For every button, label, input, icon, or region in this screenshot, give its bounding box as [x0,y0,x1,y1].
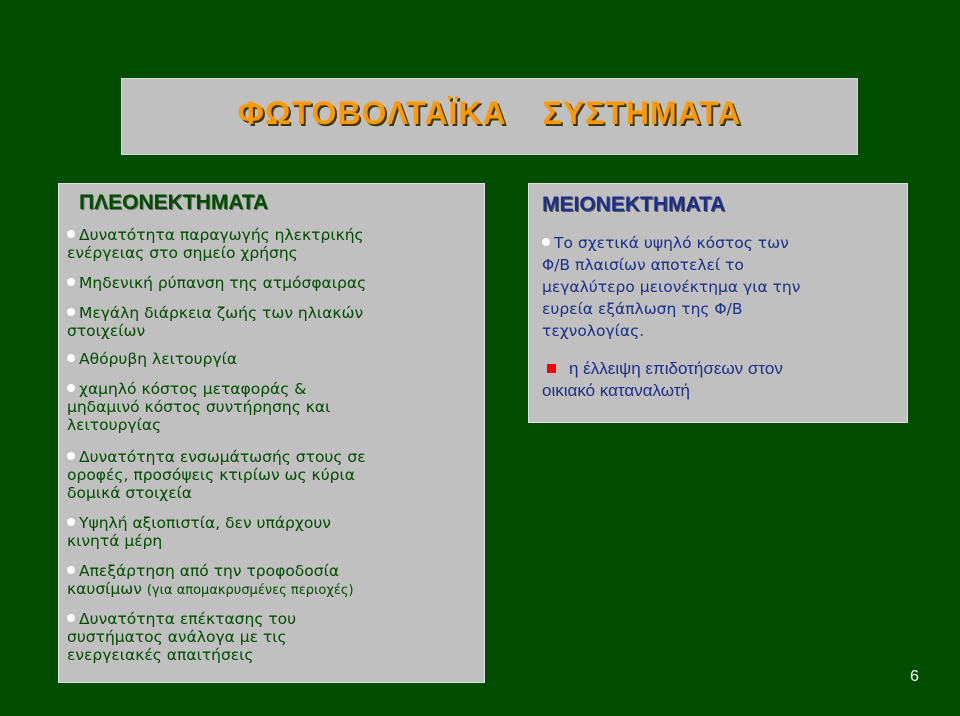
disadvantages-list [542,232,902,400]
advantage-line: καυσίμων [67,580,142,598]
advantage-line: στοιχείων [67,322,146,340]
advantage-line: Υψηλή αξιοπιστία, δεν υπάρχουν [79,514,331,532]
advantage-line: κινητά μέρη [67,532,163,550]
list-item [67,514,477,550]
advantage-line: δομικά στοιχεία [67,484,193,502]
advantage-line: λειτουργίας [67,416,162,434]
bullet-icon [67,452,75,460]
disadvantage-line: τεχνολογίας. [542,322,645,340]
bullet-icon [67,278,75,286]
advantage-line: συστήματος ανάλογα με τις [67,628,287,646]
advantage-line: μηδαμινό κόστος συντήρησης και [67,398,331,416]
bullet-icon [67,308,75,316]
bullet-icon [542,238,550,246]
list-item [67,274,477,292]
advantage-line: ενέργειας στο σημείο χρήσης [67,244,298,262]
title-box [121,78,858,155]
list-item [67,350,477,368]
advantage-line: Μεγάλη διάρκεια ζωής των ηλιακών [79,304,364,322]
page-number: 6 [910,668,919,685]
disadvantage-line: οικιακό καταναλωτή [542,381,691,400]
disadvantage-line: ευρεία εξάπλωση της Φ/Β [542,300,743,318]
list-item [67,380,477,434]
advantages-panel [58,183,485,683]
advantages-heading: ΠΛΕΟΝΕΚΤΗΜΑΤΑ [79,191,269,214]
list-item [67,610,477,664]
disadvantage-line: μεγαλύτερο μειονέκτημα για την [542,278,801,296]
bullet-icon [67,384,75,392]
bullet-icon [67,566,75,574]
advantage-line: Δυνατότητα επέκτασης του [79,610,297,628]
list-item [542,232,902,342]
advantage-line: ενεργειακές απαιτήσεις [67,646,254,664]
advantage-line: χαμηλό κόστος μεταφοράς & [79,380,307,398]
disadvantage-line: Το σχετικά υψηλό κόστος των [554,234,789,252]
advantage-line: Δυνατότητα ενσωμάτωσής στους σε [79,448,366,466]
advantage-note: (για απομακρυσμένες περιοχές) [146,583,354,598]
advantage-line: οροφές, προσόψεις κτιρίων ως κύρια [67,466,355,484]
disadvantage-line: η έλλειψη επιδοτήσεων στον [569,359,783,378]
list-item [542,358,902,402]
disadvantages-heading: ΜΕΙΟΝΕΚΤΗΜΑΤΑ [542,193,726,216]
advantage-line: Δυνατότητα παραγωγής ηλεκτρικής [79,226,364,244]
advantage-line: Αθόρυβη λειτουργία [79,350,238,368]
list-item [67,562,477,600]
disadvantages-panel [528,183,908,423]
bullet-icon [67,614,75,622]
advantage-line: Απεξάρτηση από την τροφοδοσία [79,562,340,580]
advantage-line: Μηδενική ρύπανση της ατμόσφαιρας [79,274,367,292]
slide-title: ΦΩΤΟΒΟΛΤΑΪΚΑ ΣΥΣΤΗΜΑΤΑ [237,95,742,131]
bullet-icon [67,230,75,238]
list-item [67,448,477,502]
square-bullet-icon [547,364,556,373]
bullet-icon [67,354,75,362]
disadvantage-line: Φ/Β πλαισίων αποτελεί το [542,256,744,274]
list-item [67,226,477,262]
bullet-icon [67,518,75,526]
list-item [67,304,477,340]
